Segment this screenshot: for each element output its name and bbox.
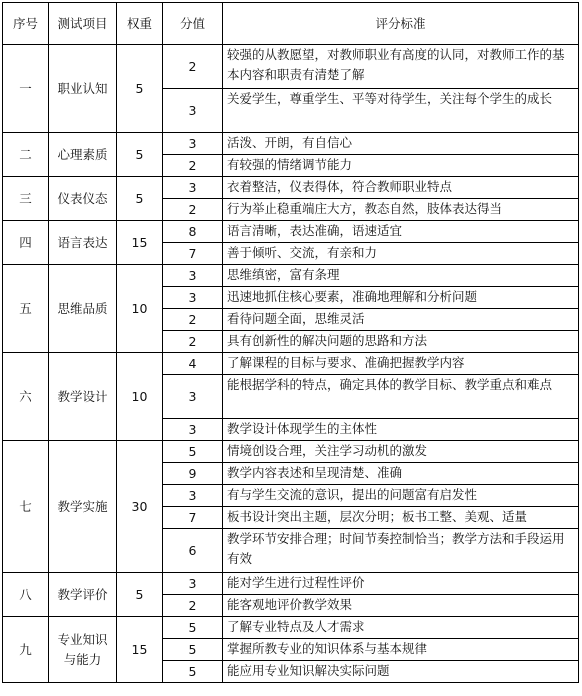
standard-cell: 具有创新性的解决问题的思路和方法 [223, 331, 579, 353]
header-seq: 序号 [3, 3, 49, 45]
item-cell: 教学实施 [49, 441, 117, 573]
weight-cell: 10 [117, 353, 163, 441]
standard-cell: 掌握所教专业的知识体系与基本规律 [223, 639, 579, 661]
item-cell: 语言表达 [49, 221, 117, 265]
table-row [3, 265, 579, 287]
weight-cell: 5 [117, 573, 163, 617]
header-standard: 评分标准 [223, 3, 579, 45]
score-cell: 3 [163, 287, 223, 309]
standard-cell: 有较强的情绪调节能力 [223, 155, 579, 177]
score-cell: 8 [163, 221, 223, 243]
standard-cell: 关爱学生，尊重学生、平等对待学生，关注每个学生的成长 [223, 89, 579, 133]
scoring-table [2, 2, 579, 683]
standard-cell: 衣着整洁，仪表得体，符合教师职业特点 [223, 177, 579, 199]
score-cell: 6 [163, 529, 223, 573]
seq-cell: 九 [3, 617, 49, 683]
item-cell: 专业知识与能力 [49, 617, 117, 683]
weight-cell: 10 [117, 265, 163, 353]
score-cell: 7 [163, 507, 223, 529]
item-cell: 思维品质 [49, 265, 117, 353]
standard-cell: 能客观地评价教学效果 [223, 595, 579, 617]
score-cell: 2 [163, 45, 223, 89]
table-row [3, 45, 579, 89]
standard-cell: 迅速地抓住核心要素，准确地理解和分析问题 [223, 287, 579, 309]
standard-cell: 行为举止稳重端庄大方，教态自然，肢体表达得当 [223, 199, 579, 221]
seq-cell: 一 [3, 45, 49, 133]
seq-cell: 四 [3, 221, 49, 265]
standard-cell: 思维缜密，富有条理 [223, 265, 579, 287]
seq-cell: 七 [3, 441, 49, 573]
standard-cell: 情境创设合理，关注学习动机的激发 [223, 441, 579, 463]
standard-cell: 教学设计体现学生的主体性 [223, 419, 579, 441]
table-row [3, 441, 579, 463]
standard-cell: 善于倾听、交流，有亲和力 [223, 243, 579, 265]
standard-cell: 教学环节安排合理；时间节奏控制恰当；教学方法和手段运用有效 [223, 529, 579, 573]
header-row [3, 3, 579, 45]
standard-cell: 能对学生进行过程性评价 [223, 573, 579, 595]
standard-cell: 能根据学科的特点，确定具体的教学目标、教学重点和难点 [223, 375, 579, 419]
header-weight: 权重 [117, 3, 163, 45]
score-cell: 2 [163, 309, 223, 331]
seq-cell: 三 [3, 177, 49, 221]
item-cell: 教学设计 [49, 353, 117, 441]
score-cell: 3 [163, 485, 223, 507]
score-cell: 3 [163, 375, 223, 419]
table-row [3, 177, 579, 199]
score-cell: 3 [163, 133, 223, 155]
score-cell: 5 [163, 617, 223, 639]
weight-cell: 5 [117, 177, 163, 221]
weight-cell: 15 [117, 617, 163, 683]
item-cell: 职业认知 [49, 45, 117, 133]
standard-cell: 语言清晰，表达准确，语速适宜 [223, 221, 579, 243]
standard-cell: 板书设计突出主题，层次分明；板书工整、美观、适量 [223, 507, 579, 529]
standard-cell: 了解专业特点及人才需求 [223, 617, 579, 639]
table-row [3, 573, 579, 595]
score-cell: 3 [163, 419, 223, 441]
seq-cell: 六 [3, 353, 49, 441]
standard-cell: 较强的从教愿望，对教师职业有高度的认同，对教师工作的基本内容和职责有清楚了解 [223, 45, 579, 89]
standard-cell: 活泼、开朗，有自信心 [223, 133, 579, 155]
item-cell: 教学评价 [49, 573, 117, 617]
score-cell: 3 [163, 177, 223, 199]
table-body [3, 45, 579, 683]
score-cell: 5 [163, 661, 223, 683]
header-score: 分值 [163, 3, 223, 45]
weight-cell: 15 [117, 221, 163, 265]
score-cell: 3 [163, 265, 223, 287]
standard-cell: 有与学生交流的意识，提出的问题富有启发性 [223, 485, 579, 507]
score-cell: 3 [163, 573, 223, 595]
seq-cell: 八 [3, 573, 49, 617]
score-cell: 2 [163, 595, 223, 617]
standard-cell: 教学内容表述和呈现清楚、准确 [223, 463, 579, 485]
score-cell: 3 [163, 89, 223, 133]
score-cell: 9 [163, 463, 223, 485]
weight-cell: 30 [117, 441, 163, 573]
weight-cell: 5 [117, 133, 163, 177]
table-row [3, 617, 579, 639]
score-cell: 7 [163, 243, 223, 265]
header-item: 测试项目 [49, 3, 117, 45]
score-cell: 5 [163, 441, 223, 463]
score-cell: 2 [163, 155, 223, 177]
item-cell: 心理素质 [49, 133, 117, 177]
standard-cell: 能应用专业知识解决实际问题 [223, 661, 579, 683]
standard-cell: 看待问题全面，思维灵活 [223, 309, 579, 331]
table-row [3, 221, 579, 243]
item-cell: 仪表仪态 [49, 177, 117, 221]
seq-cell: 五 [3, 265, 49, 353]
score-cell: 5 [163, 639, 223, 661]
table-row [3, 353, 579, 375]
seq-cell: 二 [3, 133, 49, 177]
table-row [3, 133, 579, 155]
score-cell: 2 [163, 331, 223, 353]
weight-cell: 5 [117, 45, 163, 133]
score-cell: 2 [163, 199, 223, 221]
standard-cell: 了解课程的目标与要求、准确把握教学内容 [223, 353, 579, 375]
score-cell: 4 [163, 353, 223, 375]
